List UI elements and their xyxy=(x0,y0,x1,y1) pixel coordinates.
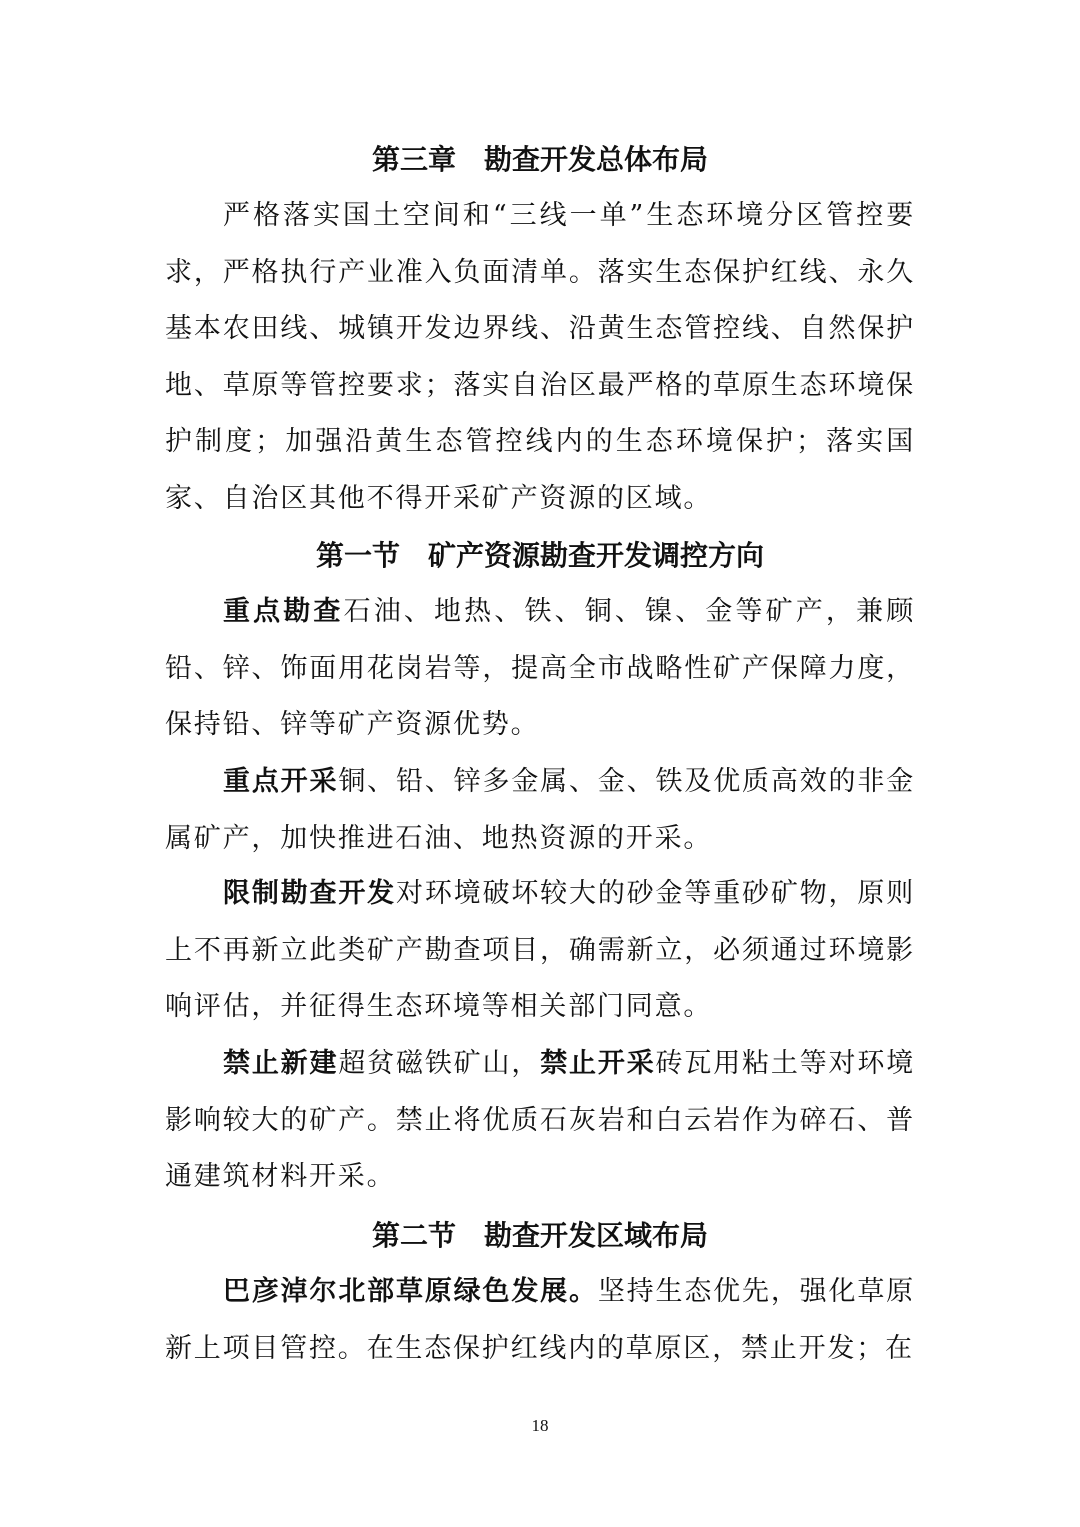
prohibited-paragraph xyxy=(165,1036,915,1206)
key-mining-lead: 重点开采 xyxy=(223,766,339,797)
key-exploration-paragraph xyxy=(165,584,915,754)
key-mining-text: 铜、铅、锌多金属、金、铁及优质高效的非金属矿产，加快推进石油、地热资源的开采。 xyxy=(165,766,916,854)
prohibited-mining-text: 砖瓦用粘土等对环境影响较大的矿产。禁止将优质石灰岩和白云岩作为碎石、普通建筑材料开采。 xyxy=(165,1048,916,1192)
restricted-text: 对环境破坏较大的砂金等重砂矿物，原则上不再新立此类矿产勘查项目，确需新立，必须通过环境影响评估，并征得生态环境等相关部门同意。 xyxy=(165,878,915,1022)
regional-layout-lead: 巴彦淖尔北部草原绿色发展。 xyxy=(223,1276,598,1307)
prohibited-mining-lead: 禁止开采 xyxy=(540,1048,656,1079)
prohibited-new-build-text: 超贫磁铁矿山， xyxy=(338,1048,541,1079)
intro-paragraph: 严格落实国土空间和“三线一单”生态环境分区管控要求，严格执行产业准入负面清单。落实生态保护红线、永久基本农田线、城镇开发边界线、沿黄生态管控线、自然保护地、草原等管控要求；落实自治区最严格的草原生态环境保护制度；加强沿黄生态管控线内的生态环境保护；落实国家、自治区其他不得开采矿产资源的区域。 xyxy=(165,200,915,514)
key-mining-paragraph xyxy=(165,754,915,867)
prohibited-new-build-lead: 禁止新建 xyxy=(223,1048,339,1079)
restricted-paragraph xyxy=(165,866,915,1036)
page-number: 18 xyxy=(531,1416,549,1435)
key-exploration-lead: 重点勘查 xyxy=(223,596,344,627)
section-1-title: 第一节 矿产资源勘查开发调控方向 xyxy=(315,539,764,572)
regional-layout-text: 坚持生态优先，强化草原新上项目管控。在生态保护红线内的草原区，禁止开发；在 xyxy=(165,1276,915,1364)
key-exploration-text: 石油、地热、铁、铜、镍、金等矿产，兼顾铅、锌、饰面用花岗岩等，提高全市战略性矿产保障力度，保持铅、锌等矿产资源优势。 xyxy=(165,596,916,740)
restricted-lead: 限制勘查开发 xyxy=(223,878,397,909)
section-2-title: 第二节 勘查开发区域布局 xyxy=(371,1219,708,1252)
regional-layout-paragraph xyxy=(165,1264,915,1377)
chapter-title: 第三章 勘查开发总体布局 xyxy=(371,143,708,176)
